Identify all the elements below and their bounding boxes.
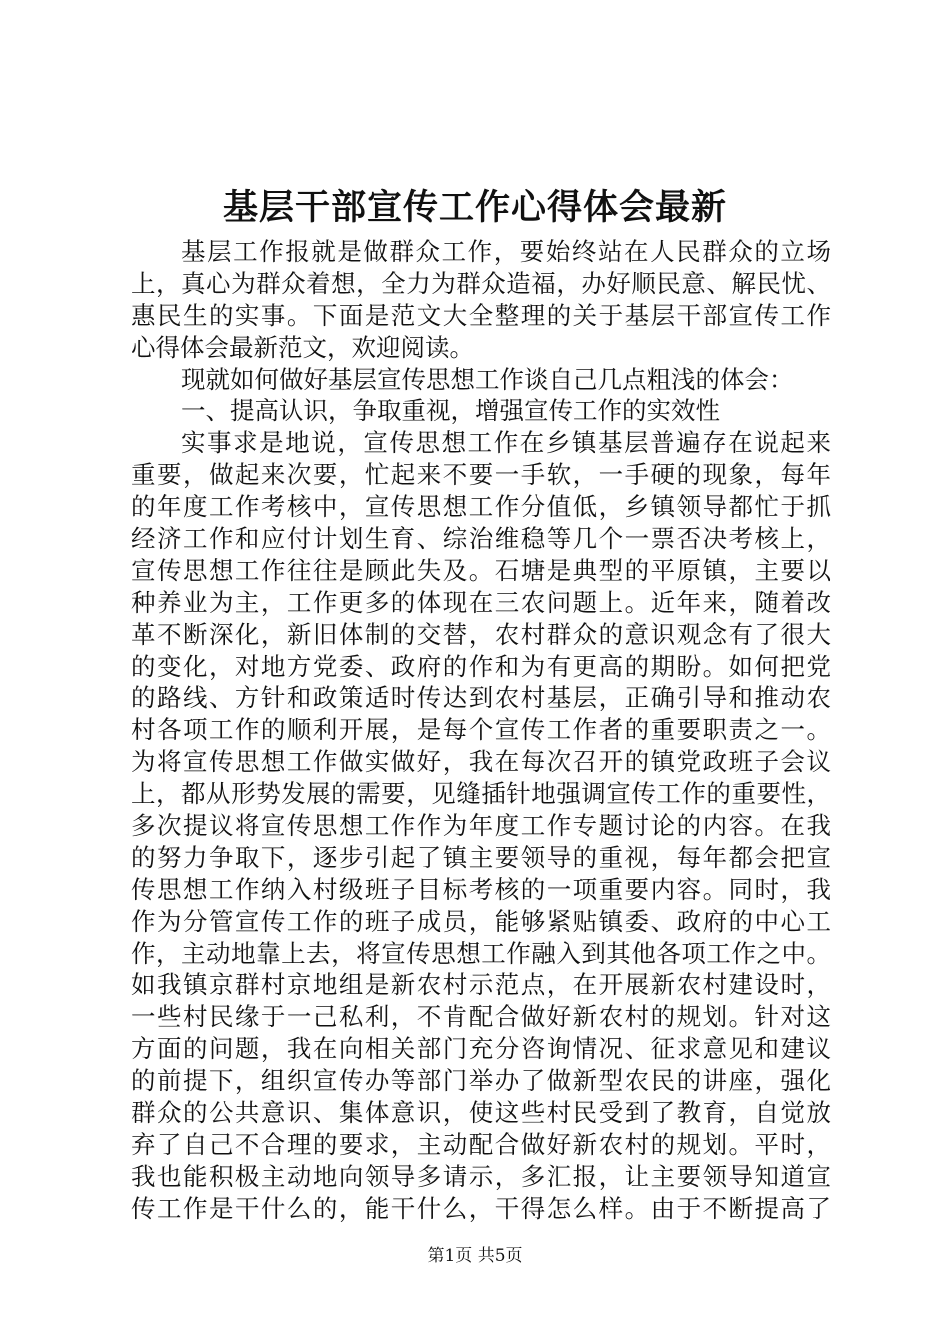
text-line: 基层工作报就是做群众工作，要始终站在人民群众的立场 xyxy=(181,237,831,266)
text-line: 为将宣传思想工作做实做好，我在每次召开的镇党政班子会议 xyxy=(131,747,831,777)
text-line: 传工作是干什么的，能干什么，干得怎么样。由于不断提高了 xyxy=(131,1193,831,1223)
text-line: 我也能积极主动地向领导多请示，多汇报，让主要领导知道宣 xyxy=(131,1161,831,1191)
text-line: 的前提下，组织宣传办等部门举办了做新型农民的讲座，强化 xyxy=(131,1066,831,1096)
text-line: 群众的公共意识、集体意识，使这些村民受到了教育，自觉放 xyxy=(131,1098,831,1128)
document-title: 基层干部宣传工作心得体会最新 xyxy=(222,188,727,228)
text-line: 心得体会最新范文，欢迎阅读。 xyxy=(131,332,474,362)
text-line: 作为分管宣传工作的班子成员，能够紧贴镇委、政府的中心工 xyxy=(131,906,831,936)
text-line: 的年度工作考核中，宣传思想工作分值低，乡镇领导都忙于抓 xyxy=(131,492,831,522)
text-line: 革不断深化，新旧体制的交替，农村群众的意识观念有了很大 xyxy=(131,619,831,649)
text-line: 村各项工作的顺利开展，是每个宣传工作者的重要职责之一。 xyxy=(131,715,831,745)
text-line: 作，主动地靠上去，将宣传思想工作融入到其他各项工作之中。 xyxy=(131,938,831,968)
text-line: 上，都从形势发展的需要，见缝插针地强调宣传工作的重要性， xyxy=(131,779,831,809)
document-body xyxy=(131,236,831,1225)
text-line: 上，真心为群众着想，全力为群众造福，办好顺民意、解民忧、 xyxy=(131,268,831,298)
text-line: 惠民生的实事。下面是范文大全整理的关于基层干部宣传工作 xyxy=(131,300,831,330)
text-line: 经济工作和应付计划生育、综治维稳等几个一票否决考核上， xyxy=(131,524,831,554)
text-line: 宣传思想工作往往是顾此失及。石塘是典型的平原镇，主要以 xyxy=(131,555,831,585)
text-line: 的变化，对地方党委、政府的作和为有更高的期盼。如何把党 xyxy=(131,651,831,681)
text-line: 如我镇京群村京地组是新农村示范点，在开展新农村建设时， xyxy=(131,970,831,1000)
text-line: 重要，做起来次要，忙起来不要一手软，一手硬的现象，每年 xyxy=(131,460,831,490)
text-line: 弃了自己不合理的要求，主动配合做好新农村的规划。平时， xyxy=(131,1129,831,1159)
text-line: 的努力争取下，逐步引起了镇主要领导的重视，每年都会把宣 xyxy=(131,842,831,872)
text-line: 多次提议将宣传思想工作作为年度工作专题讨论的内容。在我 xyxy=(131,811,831,841)
text-line: 方面的问题，我在向相关部门充分咨询情况、征求意见和建议 xyxy=(131,1034,831,1064)
section-heading: 一、提高认识，争取重视，增强宣传工作的实效性 xyxy=(181,396,720,426)
text-line: 实事求是地说，宣传思想工作在乡镇基层普遍存在说起来 xyxy=(181,428,831,458)
text-line: 种养业为主，工作更多的体现在三农问题上。近年来，随着改 xyxy=(131,587,831,617)
text-line: 传思想工作纳入村级班子目标考核的一项重要内容。同时，我 xyxy=(131,874,831,904)
text-line: 的路线、方针和政策适时传达到农村基层，正确引导和推动农 xyxy=(131,683,831,713)
text-line: 一些村民缘于一己私利，不肯配合做好新农村的规划。针对这 xyxy=(131,1002,831,1032)
page-number-footer: 第1页 共5页 xyxy=(427,1246,523,1266)
text-line: 现就如何做好基层宣传思想工作谈自己几点粗浅的体会： xyxy=(181,364,794,394)
